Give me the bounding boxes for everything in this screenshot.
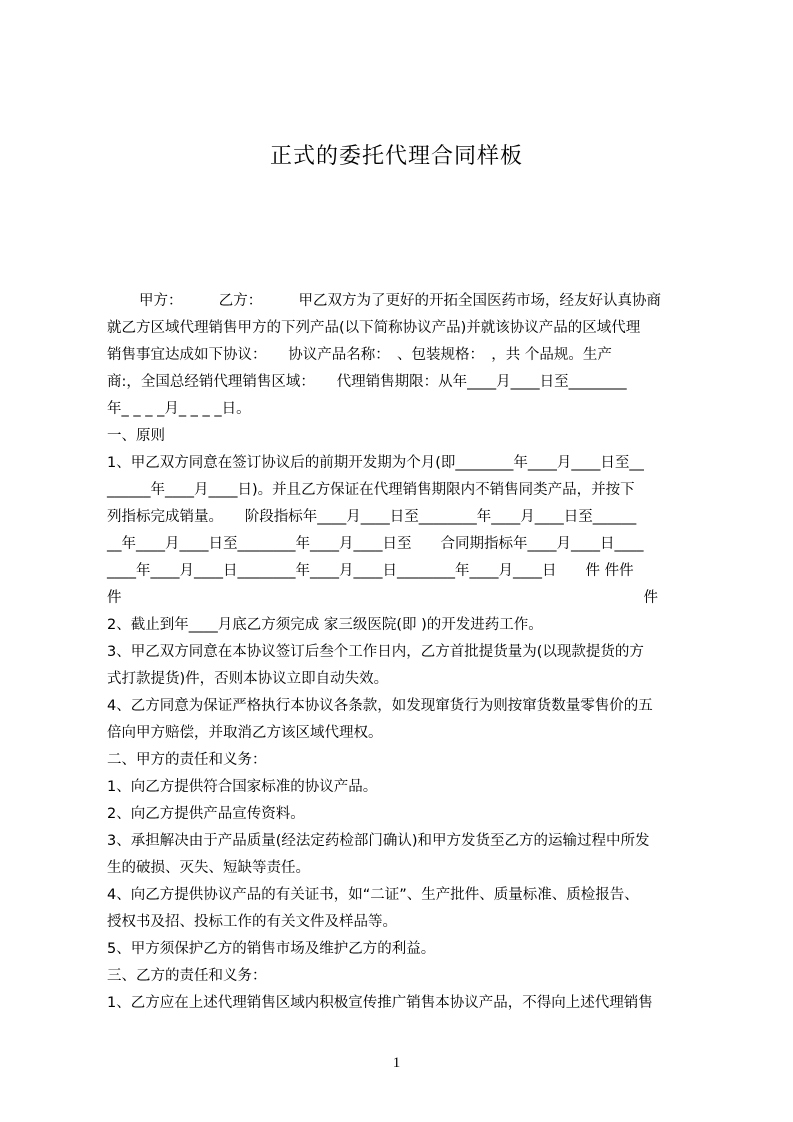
text-line: 5、甲方须保护乙方的销售市场及维护乙方的利益。 xyxy=(107,941,436,957)
text-line: 列指标完成销量。 阶段指标年____月____日至________年____月____日至______ xyxy=(107,509,637,525)
text-line: 授权书及招、投标工作的有关文件及样品等。 xyxy=(107,914,397,930)
text-line: 件 件 xyxy=(107,590,658,606)
text-line: 1、向乙方提供符合国家标准的协议产品。 xyxy=(107,779,378,795)
text-line: 甲方： 乙方： 甲乙双方为了更好的开拓全国医药市场，经友好认真协商 xyxy=(139,293,661,309)
text-line: 销售事宜达成如下协议： 协议产品名称： 、包装规格： ，共 个品规。生产 xyxy=(107,347,612,363)
section-heading: 三、乙方的责任和义务： xyxy=(107,968,267,984)
section-heading: 一、原则 xyxy=(107,428,165,444)
text-line: 2、向乙方提供产品宣传资料。 xyxy=(107,806,305,822)
text-line: 2、截止到年____月底乙方须完成 家三级医院(即 )的开发进药工作。 xyxy=(107,617,543,633)
contract-body xyxy=(107,288,699,1011)
text-line: 生的破损、灭失、短缺等责任。 xyxy=(107,860,310,876)
text-line: ______年____月____日)。并且乙方保证在代理销售期限内不销售同类产品，并按下 xyxy=(107,482,635,498)
text-line: 1、甲乙双方同意在签订协议后的前期开发期为个月(即________年____月____日至__ xyxy=(107,455,644,471)
text-line: 3、承担解决由于产品质量(经法定药检部门确认)和甲方发货至乙方的运输过程中所发 xyxy=(107,833,650,849)
text-line: 商:，全国总经销代理销售区域： 代理销售期限：从年____月____日至________ xyxy=(107,374,627,390)
text-line: 4、向乙方提供协议产品的有关证书，如“二证”、生产批件、质量标准、质检报告、 xyxy=(107,887,639,903)
text-line: 年_ _ _ _月_ _ _ _日。 xyxy=(107,401,251,417)
text-line: __年____月____日至________年____月____日至 合同期指标年____月____日____ xyxy=(107,536,644,552)
page-number: 1 xyxy=(392,1055,401,1071)
text-line: 4、乙方同意为保证严格执行本协议各条款，如发现窜货行为则按窜货数量零售价的五 xyxy=(107,698,653,714)
document-title: 正式的委托代理合同样板 xyxy=(269,144,523,169)
section-heading: 二、甲方的责任和义务： xyxy=(107,752,267,768)
text-line: 倍向甲方赔偿，并取消乙方该区域代理权。 xyxy=(107,725,383,741)
text-line: 式打款提货)件，否则本协议立即自动失效。 xyxy=(107,671,389,687)
text-line: 就乙方区域代理销售甲方的下列产品(以下简称协议产品)并就该协议产品的区域代理 xyxy=(107,320,641,336)
text-line: ____年____月____日________年____月____日________年____月____日 件 件件 xyxy=(107,563,634,579)
text-line: 1、乙方应在上述代理销售区域内积极宣传推广销售本协议产品，不得向上述代理销售 xyxy=(107,995,653,1011)
text-line: 3、甲乙双方同意在本协议签订后叁个工作日内，乙方首批提货量为(以现款提货的方 xyxy=(107,644,644,660)
